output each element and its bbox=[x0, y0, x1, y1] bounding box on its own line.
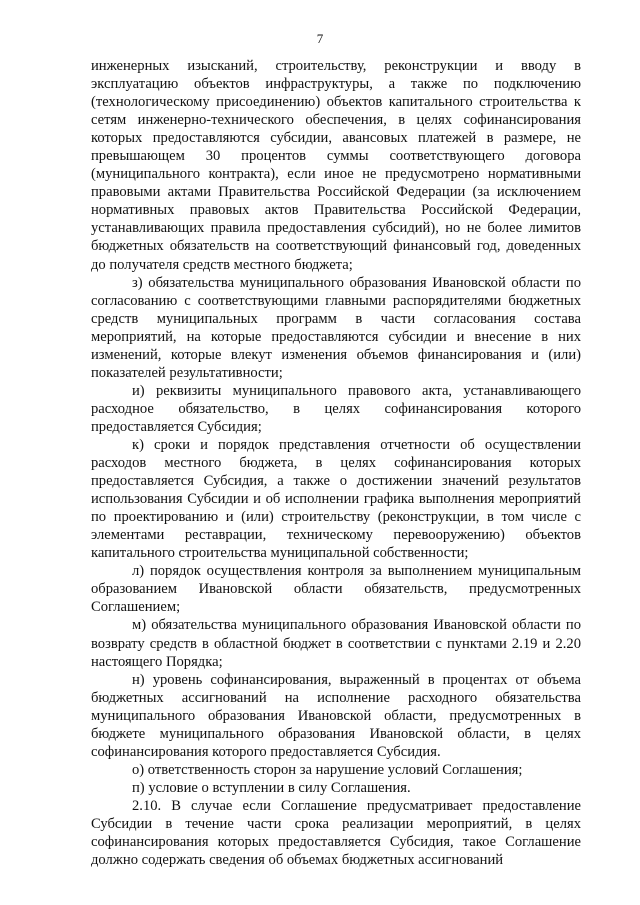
document-body bbox=[91, 57, 581, 869]
paragraph-item-o: о) ответственность сторон за нарушение условий Соглашения; bbox=[132, 761, 523, 778]
paragraph-item-i: и) реквизиты муниципального правового акта, устанавливающего расходное обязательство, в целях софинансирования которого предоставляется Субсидия; bbox=[91, 382, 581, 435]
paragraph-continuation: инженерных изысканий, строительству, реконструкции и вводу в эксплуатацию объектов инфраструктуры, а также по подключению (технологическому присоединению) объектов капитального строительства к сетям инженерно-технического обеспечения, в целях софинансирования которых предоставляются субсидии, авансовых платежей в размере, не превышающем 30 процентов суммы соответствующего договора (муниципального контракта), если иное не предусмотрено нормативными правовыми актами Правительства Российской Федерации (за исключением нормативных правовых актов Правительства Российской Федерации, устанавливающих правила предоставления субсидий), но не более лимитов бюджетных обязательств на соответствующий финансовый год, доведенных до получателя средств местного бюджета; bbox=[91, 58, 581, 273]
paragraph-item-l: л) порядок осуществления контроля за выполнением муниципальным образованием Ивановской области обязательств, предусмотренных Соглашением; bbox=[91, 563, 581, 616]
paragraph-item-p: п) условие о вступлении в силу Соглашения. bbox=[132, 779, 411, 796]
paragraph-item-m: м) обязательства муниципального образования Ивановской области по возврату средств в областной бюджет в соответствии с пунктами 2.19 и 2.20 настоящего Порядка; bbox=[91, 617, 581, 670]
paragraph-section-2-10: 2.10. В случае если Соглашение предусматривает предоставление Субсидии в течение части срока реализации мероприятий, в целях софинансирования которых предоставляется Субсидия, такое Соглашение должно содержать сведения об объемах бюджетных ассигнований bbox=[91, 797, 581, 869]
paragraph-item-z: з) обязательства муниципального образования Ивановской области по согласованию с соответствующими главными распорядителями бюджетных средств муниципальных программ в части согласования состава мероприятий, на которые предоставляются субсидии и внесение в них изменений, которые влекут изменения объемов финансирования и (или) показателей результативности; bbox=[91, 274, 581, 381]
page-number: 7 bbox=[316, 31, 324, 46]
paragraph-item-k: к) сроки и порядок представления отчетности об осуществлении расходов местного бюджета, в целях софинансирования которых предоставляется Субсидия, а также о достижении значений результатов использования Субсидии и об исполнении графика выполнения мероприятий по проектированию и (или) строительству (реконструкции, в том числе с элементами реставрации, техническому перевооружению) объектов капитального строительства муниципальной собственности; bbox=[91, 436, 581, 562]
paragraph-item-n: н) уровень софинансирования, выраженный в процентах от объема бюджетных ассигнований на исполнение расходного обязательства муниципального образования Ивановской области, предусмотренных в бюджете муниципального образования Ивановской области, в целях софинансирования которого предоставляется Субсидия. bbox=[91, 671, 581, 760]
